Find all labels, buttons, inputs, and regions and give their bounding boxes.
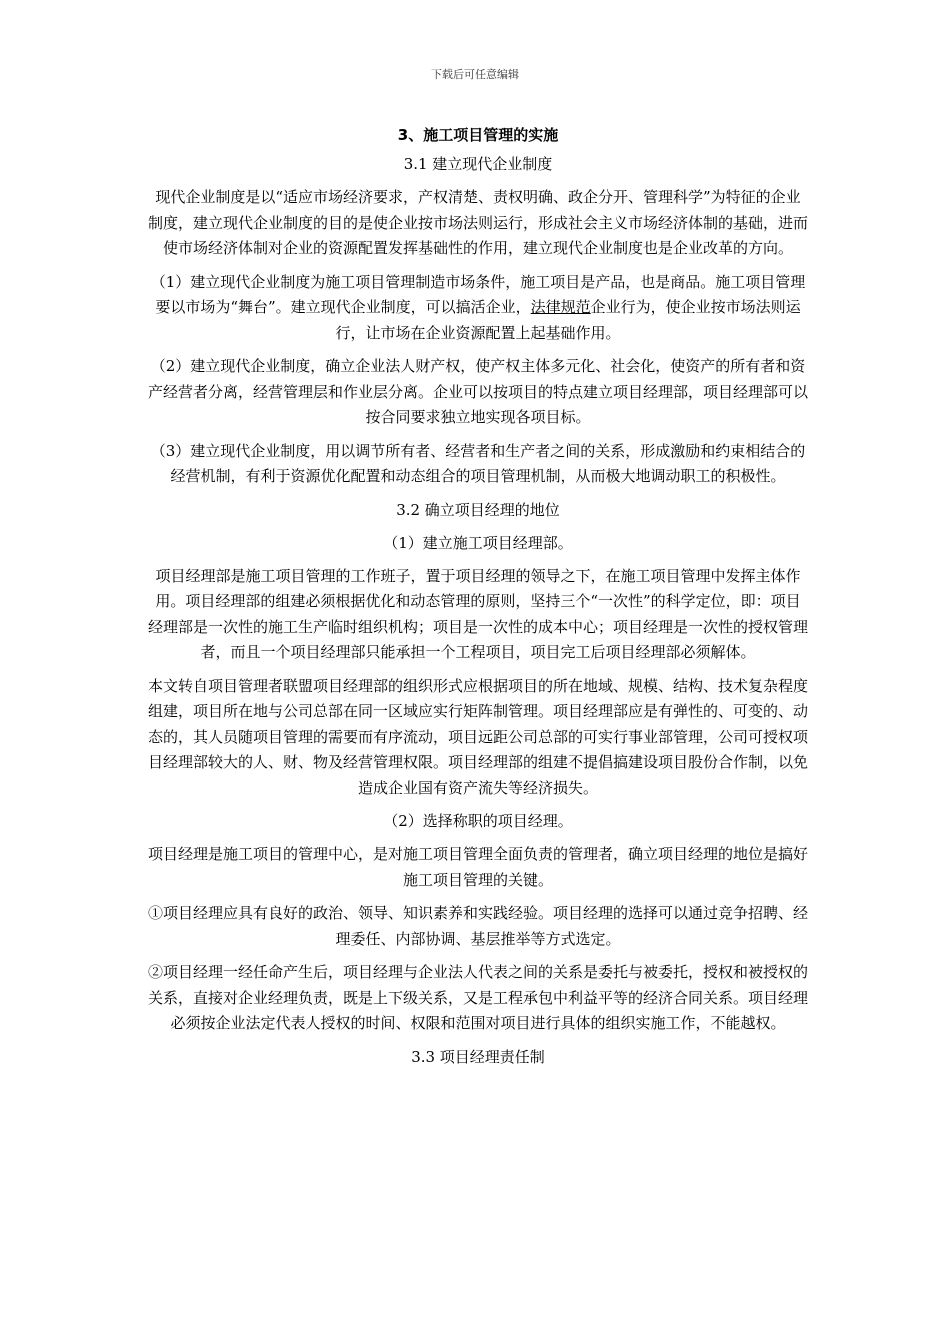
section-heading-3-2: 3.2 确立项目经理的地位 xyxy=(396,500,560,519)
paragraph: ②项目经理一经任命产生后，项目经理与企业法人代表之间的关系是委托与被委托，授权和被授权的关系，直接对企业经理负责，既是上下级关系，又是工程承包中利益平等的经济合同关系。项目经理必须按企业法定代表人授权的时间、权限和范围对项目进行具体的组织实施工作，不能越权。 xyxy=(148,963,809,1032)
subheading: （1）建立施工项目经理部。 xyxy=(383,533,573,552)
paragraph: 本文转自项目管理者联盟项目经理部的组织形式应根据项目的所在地域、规模、结构、技术复杂程度组建，项目所在地与公司总部在同一区域应实行矩阵制管理。项目经理部应是有弹性的、可变的、动态的，其人员随项目管理的需要而有序流动，项目远距公司总部的可实行事业部管理，公司可授权项目经理部较大的人、财、物及经营管理权限。项目经理部的组建不提倡搞建设项目股份合作制，以免造成企业国有资产流失等经济损失。 xyxy=(148,676,809,797)
paragraph: （3）建立现代企业制度，用以调节所有者、经营者和生产者之间的关系，形成激励和约束相结合的经营机制，有利于资源优化配置和动态组合的项目管理机制，从而极大地调动职工的积极性。 xyxy=(150,441,806,485)
document-body xyxy=(148,122,808,1078)
section-heading-3-1: 3.1 建立现代企业制度 xyxy=(403,155,553,173)
page-header: 下载后可任意编辑 xyxy=(431,68,519,81)
subheading: （2）选择称职的项目经理。 xyxy=(383,812,573,830)
paragraph: 现代企业制度是以“适应市场经济要求，产权清楚、责权明确、政企分开、管理科学”为特征的企业制度，建立现代企业制度的目的是使企业按市场法则运行，形成社会主义市场经济体制的基础，进而使市场经济体制对企业的资源配置发挥基础性的作用，建立现代企业制度也是企业改革的方向。 xyxy=(148,188,809,257)
paragraph-text: （1）建立现代企业制度为施工项目管理制造市场条件，施工项目是产品，也是商品。施工项目管理要以市场为“舞台”。建立现代企业制度，可以搞活企业， xyxy=(150,272,806,316)
chapter-title: 3、施工项目管理的实施 xyxy=(397,126,559,144)
paragraph: 项目经理部是施工项目管理的工作班子，置于项目经理的领导之下，在施工项目管理中发挥主体作用。项目经理部的组建必须根据优化和动态管理的原则，坚持三个“一次性”的科学定位，即：项目经理部是一次性的施工生产临时组织机构；项目是一次性的成本中心；项目经理是一次性的授权管理者，而且一个项目经理部只能承担一个工程项目，项目完工后项目经理部必须解体。 xyxy=(148,566,809,661)
paragraph: 项目经理是施工项目的管理中心，是对施工项目管理全面负责的管理者，确立项目经理的地位是搞好施工项目管理的关键。 xyxy=(148,845,809,889)
link-legal-norms[interactable]: 法律规范 xyxy=(530,298,591,316)
section-heading-3-3: 3.3 项目经理责任制 xyxy=(411,1047,545,1066)
paragraph xyxy=(148,270,808,347)
paragraph-text: 企业行为，使企业按市场法则运行，让市场在企业资源配置上起基础作用。 xyxy=(335,298,801,342)
paragraph: （2）建立现代企业制度，确立企业法人财产权，使产权主体多元化、社会化，使资产的所有者和资产经营者分离，经营管理层和作业层分离。企业可以按项目的特点建立项目经理部，项目经理部可以按合同要求独立地实现各项目标。 xyxy=(148,357,809,426)
paragraph: ①项目经理应具有良好的政治、领导、知识素养和实践经验。项目经理的选择可以通过竞争招聘、经理委任、内部协调、基层推举等方式选定。 xyxy=(148,904,809,948)
